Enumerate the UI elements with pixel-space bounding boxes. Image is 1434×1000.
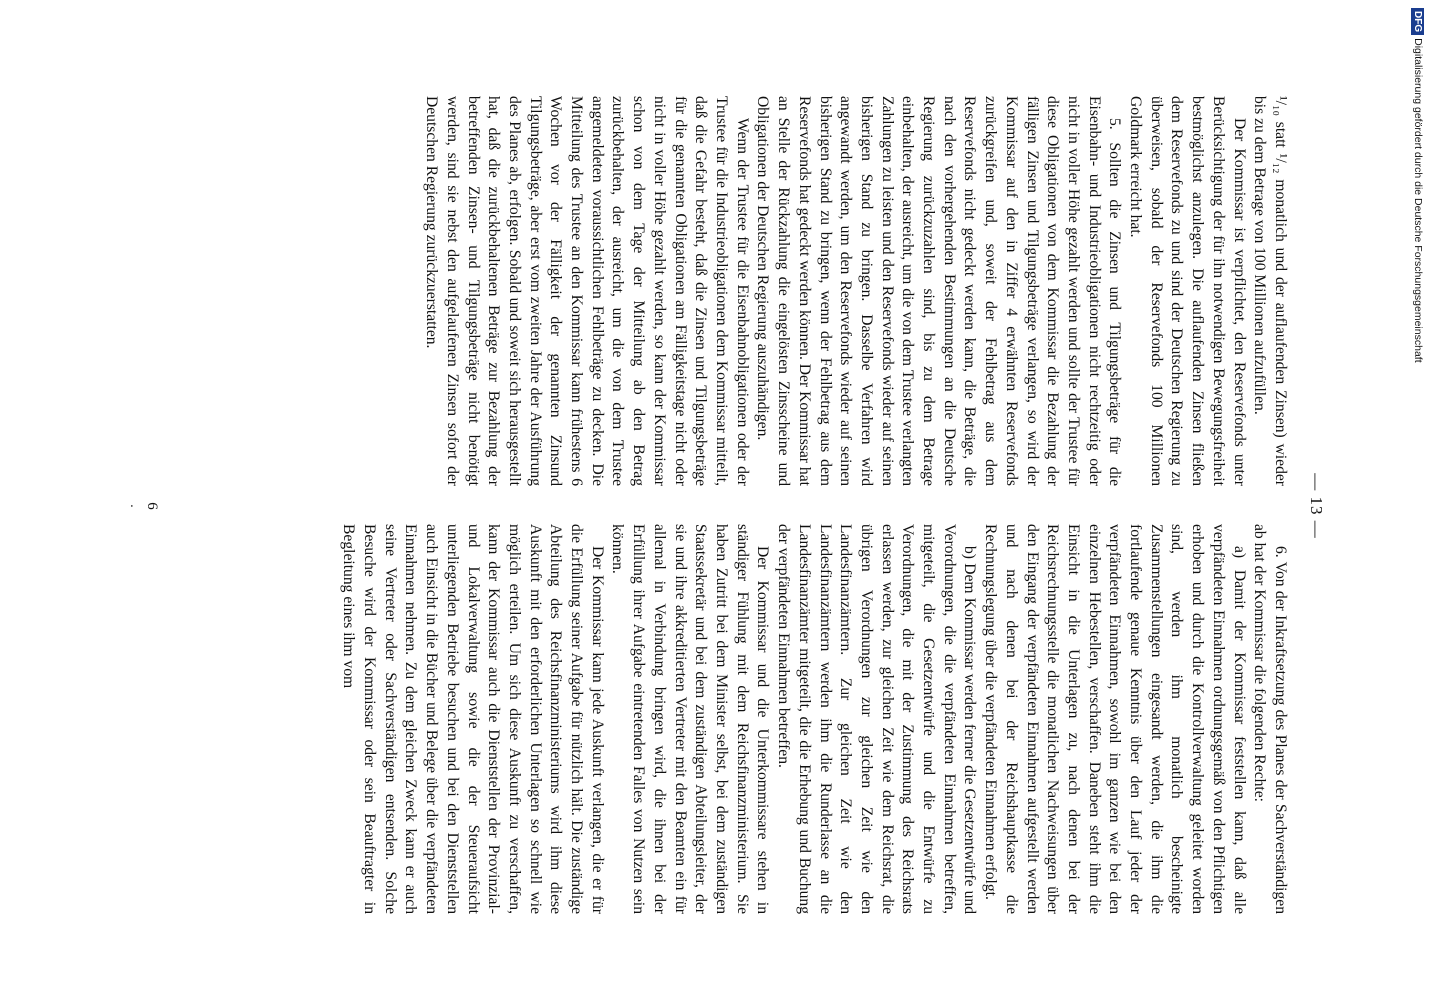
paragraph: Der Kommissar und die Unterkommissare stehen in ständiger Fühlung mit dem Reichsfinanzministerium. Sie haben Zutritt bei dem Minister selbst, bei dem zuständigen Staatssekretär und bei dem zuständigen Abteilungsleiter, der sie und ihre akkreditierten Vertreter mit den Beamten ein für allemal in Verbindung bringen wird, die ihnen bei der Erfüllung ihrer Aufgabe eintretenden Falles von Nutzen sein können.: [609, 524, 772, 914]
footer-dot: ·: [123, 503, 138, 509]
funding-note-text: Digitalisierung gefördert durch die Deutsche Forschungsgemeinschaft: [1412, 38, 1424, 363]
funding-note-text-wrapper: [1404, 8, 1430, 428]
paragraph: Wenn der Trustee für die Eisenbahnobligationen oder der Trustee für die Industrieobligationen dem Kommissar mitteilt, daß die Gefahr besteht, daß die Zinsen und Tilgungsbeträge für die genannten Obligationen am Fälligkeitstage nicht oder nicht in voller Höhe gezahlt werden, so kann der Kommissar schon von dem Tage der Mitteilung ab den Betrag zurückbehalten, der ausreicht, um die von dem Trustee angemeldeten voraussichtlichen Fehlbeträge zu decken. Die Mitteilung des Trustee an den Kommissar kann frühestens 6 Wochen vor der Fälligkeit der genannten Zinsund Tilgungsbeträge, aber erst vom zweiten Jahre der Ausführung des Planes ab, erfolgen. Sobald und soweit sich herausgestellt hat, daß die zurückbehaltenen Beträge zur Bezahlung der betreffenden Zinsen- und Tilgungsbeträge nicht benötigt werden, sind sie nebst den aufgelaufenen Zinsen sofort der Deutschen Regierung zurückzuerstatten.: [423, 96, 751, 486]
paragraph: 6. Von der Inkraftsetzung des Planes der Sachverständigen ab hat der Kommissar die folgenden Rechte:: [1251, 524, 1289, 914]
paragraph: ¹/₁₀ statt ¹/₁₂ monatlich und der auflaufenden Zinsen) wieder bis zu dem Betrage von 100 Millionen aufzufüllen.: [1251, 96, 1289, 486]
funding-note: [1406, 8, 1432, 428]
rotated-print-page: [123, 96, 1330, 916]
page-number: — 13 —: [1307, 473, 1326, 539]
paragraph: 5. Sollten die Zinsen und Tilgungsbeträge für die Eisenbahn- und Industrieobligationen nicht rechtzeitig oder nicht in voller Höhe gezahlt werden und sollte der Trustee für diese Obligationen von dem Kommissar die Bezahlung der fälligen Zinsen und Tilgungsbeträge verlangen, so wird der Kommissar auf den in Ziffer 4 erwähnten Reservefonds zurückgreifen und, soweit der Fehlbetrag aus dem Reservefonds nicht gedeckt werden kann, die Beträge, die nach den vorhergehenden Bestimmungen an die Deutsche Regierung zurückzuzahlen sind, bis zu dem Betrage einbehalten, der ausreicht, um die von dem Trustee verlangten Zahlungen zu leisten und den Reservefonds wieder auf seinen bisherigen Stand zu bringen. Dasselbe Verfahren wird angewandt werden, um den Reservefonds wieder auf seinen bisherigen Stand zu bringen, wenn der Fehlbetrag aus dem Reservefonds hat gedeckt werden können. Der Kommissar hat an Stelle der Rückzahlung die eingelösten Zinsscheine und Obligationen der Deutschen Regierung auszuhändigen.: [754, 96, 1124, 486]
signature-mark: 6: [144, 502, 160, 510]
right-text-column: [338, 524, 1290, 914]
left-text-column: [420, 96, 1290, 486]
paragraph: Der Kommissar kann jede Auskunft verlangen, die er für die Erfüllung seiner Aufgabe für nützlich hält. Die zuständige Abteilung des Reichsfinanzministeriums wird ihm diese Auskunft mit den erforderlichen Unterlagen so schnell wie möglich erteilen. Um sich diese Auskunft zu verschaffen, kann der Kommissar auch die Dienststellen der Provinzial- und Lokalverwaltung sowie die der Steueraufsicht unterliegenden Betriebe besuchen und bei den Dienststellen auch Einsicht in die Bücher und Belege über die verpfändeten Einnahmen nehmen. Zu dem gleichen Zweck kann er auch seine Vertreter oder Sachverständigen entsenden. Solche Besuche wird der Kommissar oder sein Beauftragter in Begleitung eines ihm vom: [340, 524, 606, 914]
paragraph: Der Kommissar ist verpflichtet, den Reservefonds unter Berücksichtigung der für ihn notwendigen Bewegungsfreiheit bestmöglichst anzulegen. Die auflaufenden Zinsen fließen dem Reservefonds zu und sind der Deutschen Regierung zu überweisen, sobald der Reservefonds 100 Millionen Goldmark erreicht hat.: [1127, 96, 1248, 486]
dfg-logo-icon: DFG: [1411, 8, 1424, 35]
paragraph: b) Dem Kommissar werden ferner die Gesetzentwürfe und Verordnungen, die die verpfändeten Einnahmen betreffen, mitgeteilt, die Gesetzentwürfe und die Entwürfe zu Verordnungen, die mit der Zustimmung des Reichsrats erlassen werden, zur gleichen Zeit wie dem Reichsrat, die übrigen Verordnungen zur gleichen Zeit wie den Landesfinanzämtern. Zur gleichen Zeit wie den Landesfinanzämtern werden ihm die Runderlasse an die Landesfinanzämter mitgeteilt, die die Erhebung und Buchung der verpfändeten Einnahmen betreffen.: [775, 524, 979, 914]
paragraph: a) Damit der Kommissar feststellen kann, daß alle verpfändeten Einnahmen ordnungsgemäß von den Pflichtigen erhoben und durch die Kontrollverwaltung geleitet worden sind, werden ihm monatlich bescheinigte Zusammenstellungen eingesandt werden, die ihm die fortlaufende genaue Kenntnis über den Lauf jeder der verpfändeten Einnahmen, sowohl im ganzen wie bei den einzelnen Hebestellen, verschaffen. Daneben steht ihm die Einsicht in die Unterlagen zu, nach denen bei der Reichsrechnungsstelle die monatlichen Nachweisungen über den Eingang der verpfändeten Einnahmen aufgestellt werden und nach denen bei der Reichshauptkasse die Rechnungslegung über die verpfändeten Einnahmen erfolgt.: [982, 524, 1248, 914]
